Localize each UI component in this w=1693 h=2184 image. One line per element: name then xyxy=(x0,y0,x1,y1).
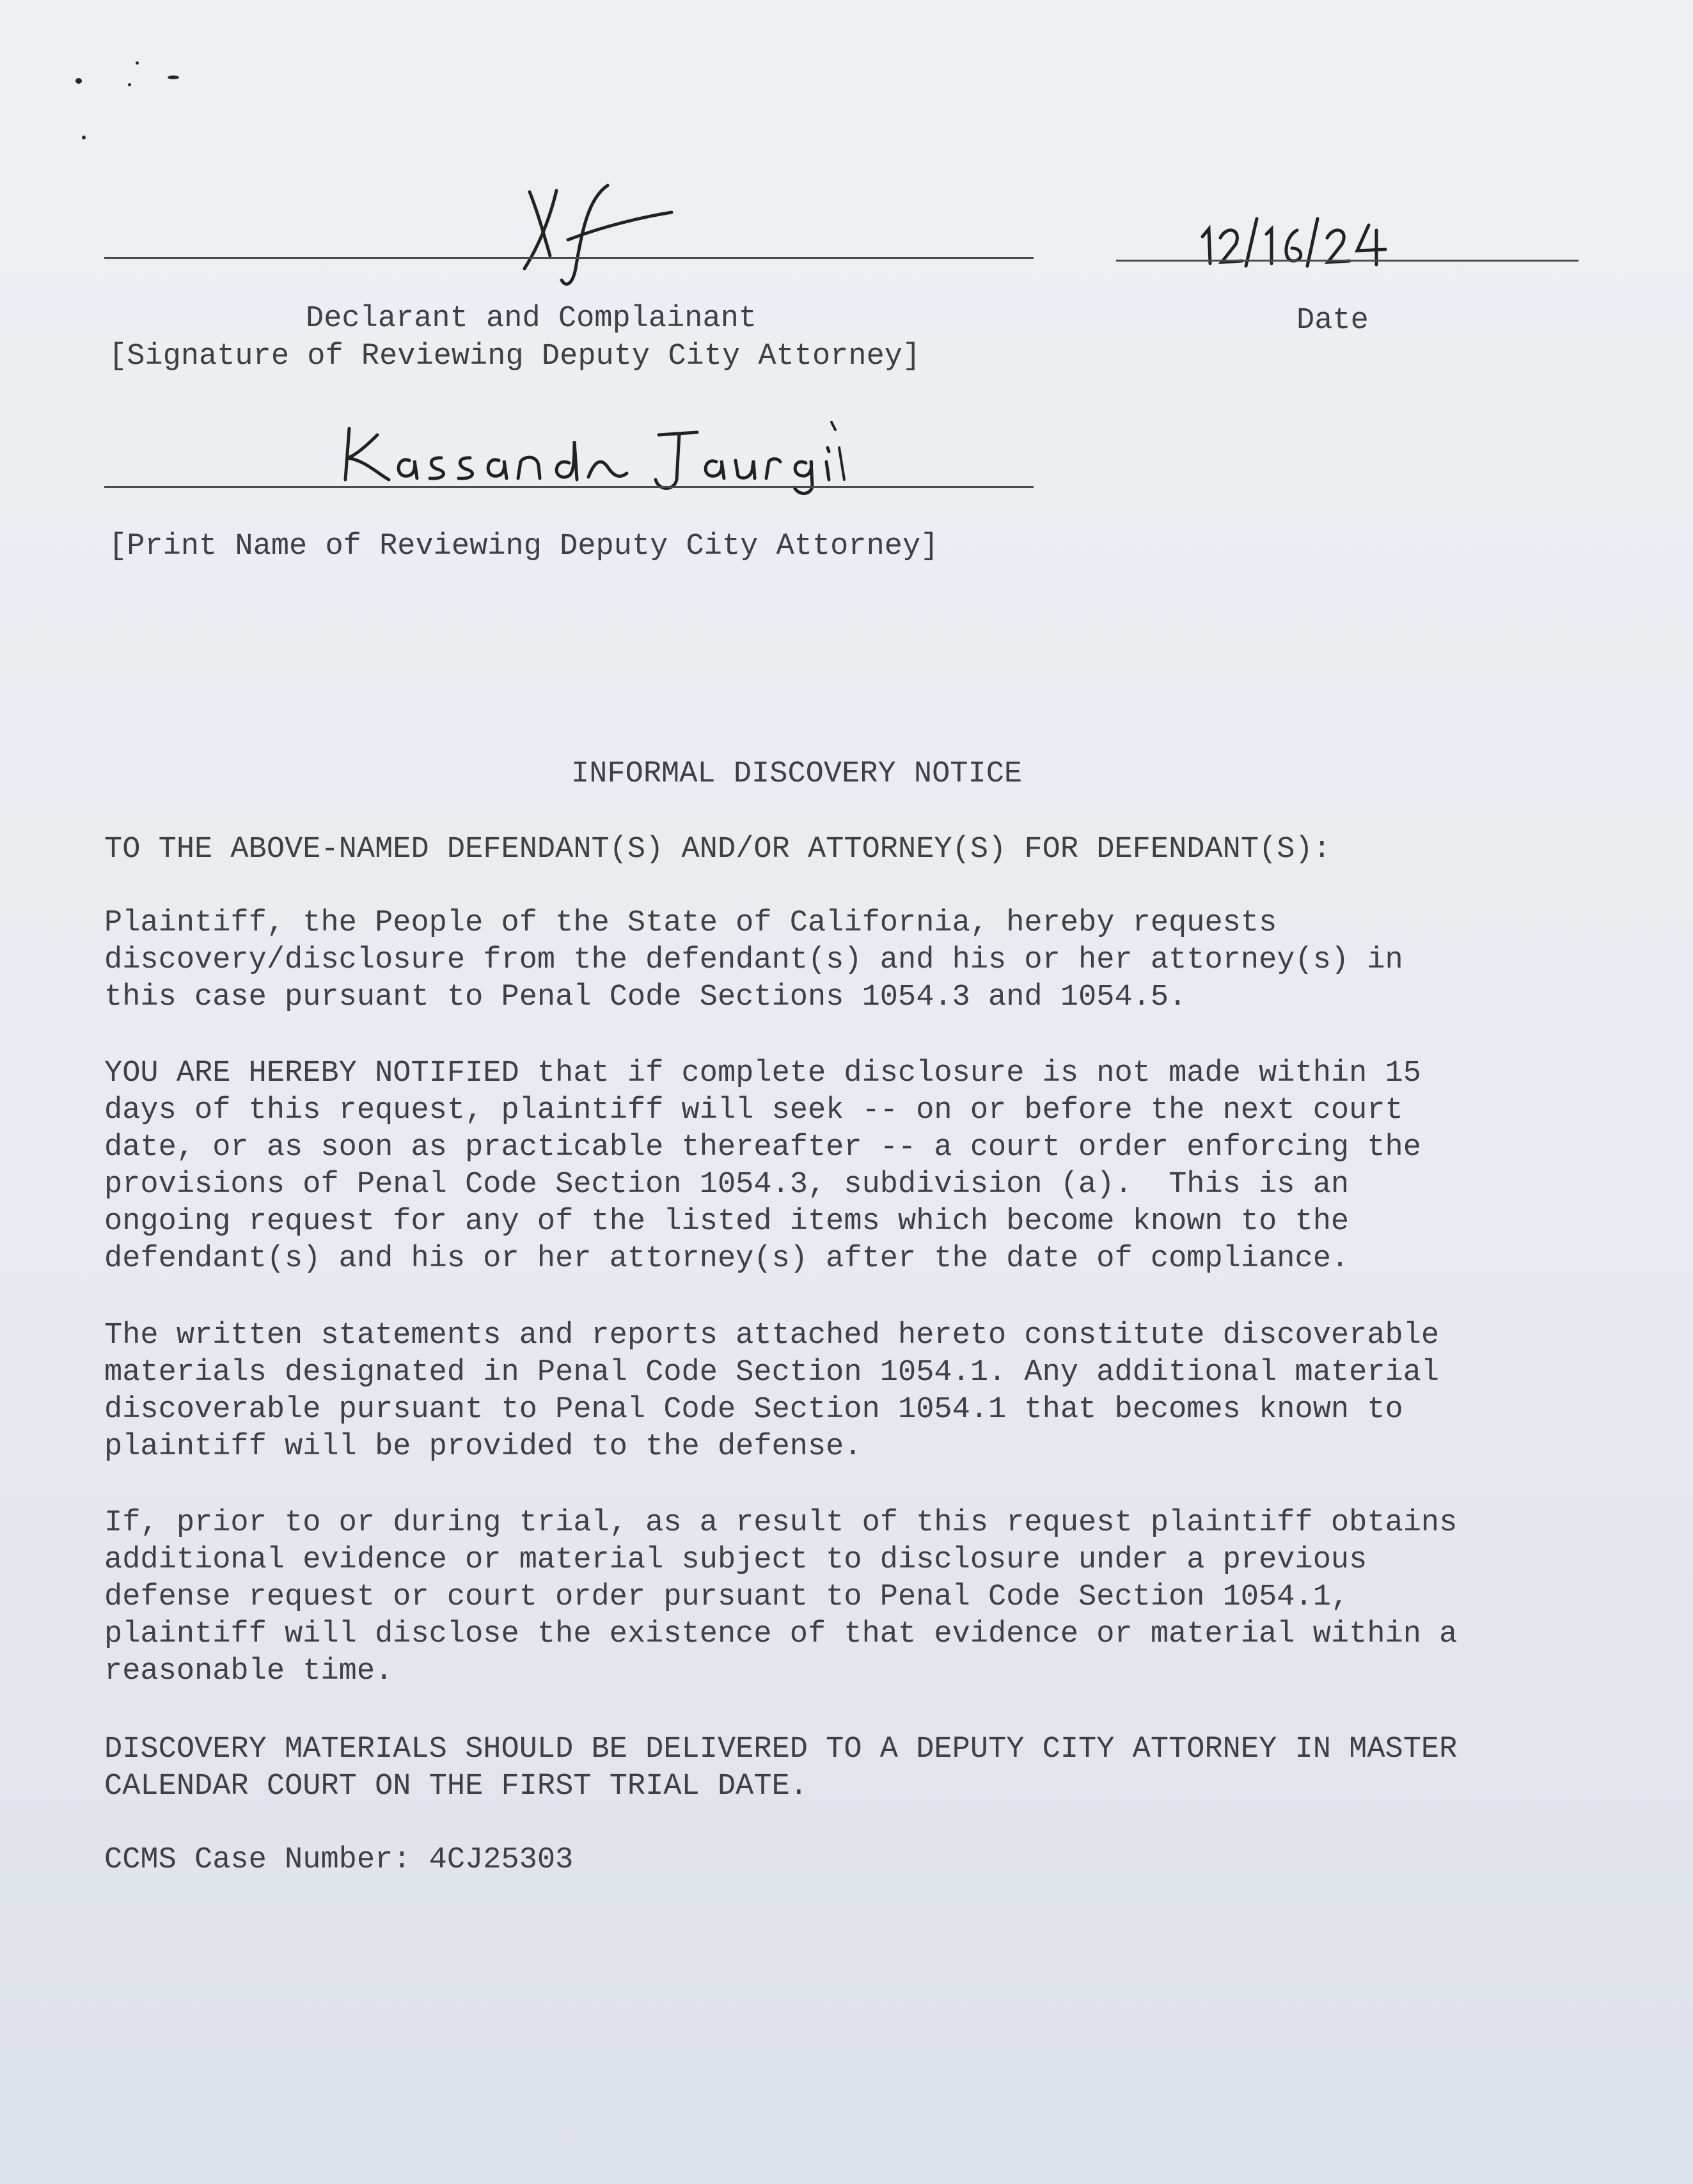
date-caption: Date xyxy=(1296,304,1369,338)
date-line xyxy=(1116,260,1579,262)
signature-mark xyxy=(512,173,691,294)
notice-addressee: TO THE ABOVE-NAMED DEFENDANT(S) AND/OR ATTORNEY(S) FOR DEFENDANT(S): xyxy=(104,833,1331,867)
paper-speck xyxy=(75,78,82,84)
paper-speck xyxy=(168,75,179,79)
notice-paragraph-2: YOU ARE HEREBY NOTIFIED that if complete disclosure is not made within 15 days of this request, plaintiff will seek -- on or before the next court date, or as soon as practicable thereafter -- a court order enforcing the provisions of Penal Code Section 1054.3, subdivision (a). This is an ongoing request for any of the listed items which become known to the defendant(s) and his or her attorney(s) after the date of compliance. xyxy=(104,1057,1421,1276)
notice-paragraph-4: If, prior to or during trial, as a result of this request plaintiff obtains additional evidence or material subject to disclosure under a previous defense request or court order pursuant to Penal Code Section 1054.1, plaintiff will disclose the existence of that evidence or material within a reasonable time. xyxy=(104,1506,1458,1688)
print-name-line xyxy=(104,486,1034,488)
notice-paragraph-5: DISCOVERY MATERIALS SHOULD BE DELIVERED TO A DEPUTY CITY ATTORNEY IN MASTER CALENDAR COURT ON THE FIRST TRIAL DATE. xyxy=(104,1732,1458,1803)
case-number: CCMS Case Number: 4CJ25303 xyxy=(104,1843,574,1877)
notice-paragraph-3: The written statements and reports attached hereto constitute discoverable materials designated in Penal Code Section 1054.1. Any additional material discoverable pursuant to Penal Code Section 1054.1 that becomes known to plaintiff will be provided to the defense. xyxy=(104,1319,1440,1464)
notice-title: INFORMAL DISCOVERY NOTICE xyxy=(571,757,1023,791)
paper-speck xyxy=(128,83,131,86)
paper-speck xyxy=(136,61,139,65)
signature-line xyxy=(104,257,1034,259)
signature-caption-1: Declarant and Complainant xyxy=(306,302,757,336)
print-name-caption: [Print Name of Reviewing Deputy City Attorney] xyxy=(109,530,939,563)
paper-speck xyxy=(82,136,86,139)
signature-caption-2: [Signature of Reviewing Deputy City Attorney] xyxy=(109,340,921,373)
notice-paragraph-1: Plaintiff, the People of the State of California, hereby requests discovery/disclosure from the defendant(s) and his or her attorney(s) in this case pursuant to Penal Code Sections 1054.3 and 1054.5. xyxy=(104,906,1403,1014)
